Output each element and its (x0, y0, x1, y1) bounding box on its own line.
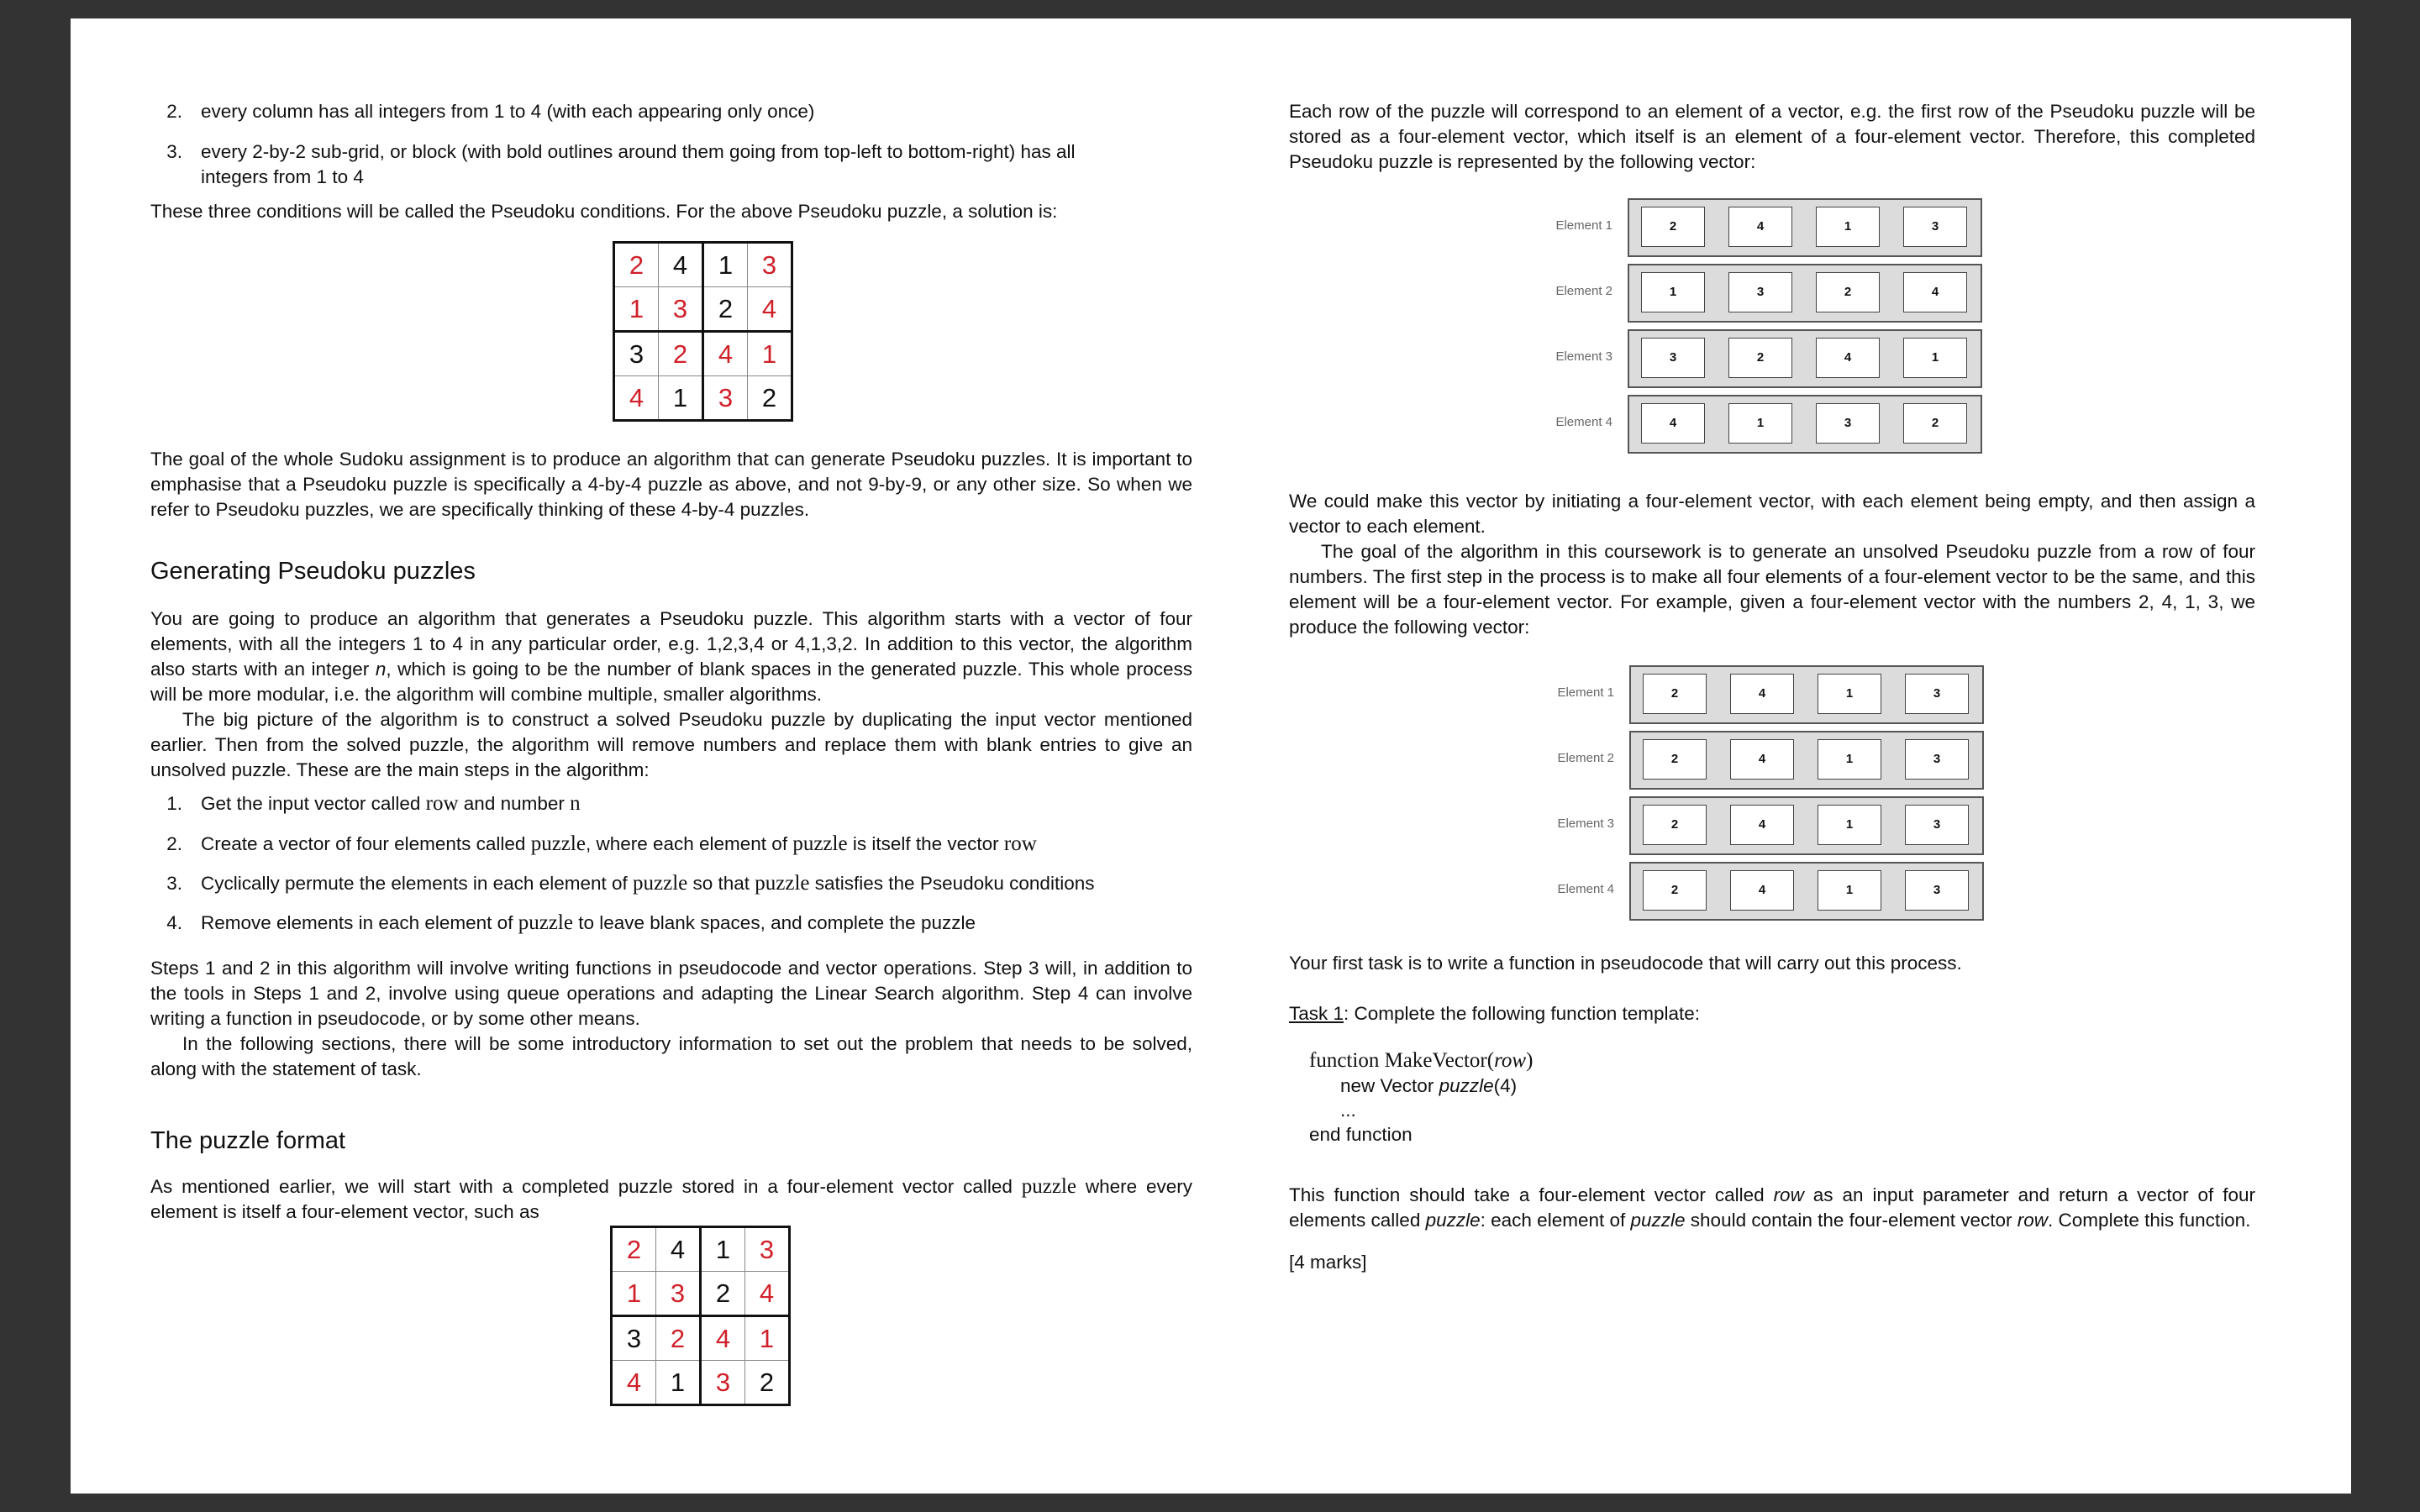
vector-element-label: Element 2 (1557, 751, 1614, 765)
italic-row: row (1773, 1184, 1804, 1205)
grid-cell: 2 (703, 287, 748, 332)
grid-row (612, 1316, 790, 1361)
vector-cell: 3 (1905, 805, 1969, 845)
code-line-4: end function (1309, 1124, 1413, 1145)
text-span: (4) (1493, 1075, 1518, 1096)
vector-element-label: Element 2 (1555, 284, 1612, 298)
grid-row (614, 376, 792, 421)
algorithm-step-3 (150, 871, 1192, 896)
section-heading-generating: Generating Pseudoku puzzles (150, 558, 476, 585)
grid-cell: 4 (614, 376, 659, 421)
italic-row: row (2017, 1210, 2049, 1231)
vector-cell: 1 (1728, 403, 1792, 444)
italic-puzzle: puzzle (1425, 1210, 1481, 1231)
text-span: and number (458, 793, 571, 814)
vector-element-box (1629, 665, 1984, 724)
vector-element-label: Element 4 (1555, 415, 1612, 429)
vector-cell: 2 (1816, 272, 1880, 312)
vector-cell: 3 (1905, 870, 1969, 911)
vector-element-box (1629, 796, 1984, 855)
vector-cell: 1 (1818, 870, 1881, 911)
grid-row (612, 1272, 790, 1316)
vector-element-label: Element 1 (1555, 218, 1612, 233)
grid-cell: 2 (656, 1316, 701, 1361)
list-number: 3. (166, 873, 182, 894)
grid-row (614, 243, 792, 287)
vector-cell: 3 (1905, 739, 1969, 780)
grid-cell: 1 (745, 1316, 790, 1361)
grid-cell: 4 (748, 287, 792, 332)
list-text (201, 911, 1125, 936)
vector-cell: 2 (1728, 338, 1792, 378)
list-number: 1. (166, 793, 182, 814)
task-1-heading (1289, 1001, 2255, 1026)
vector-element-label: Element 3 (1555, 349, 1612, 364)
list-number: 4. (166, 912, 182, 933)
conditions-paragraph: These three conditions will be called the Pseudoku conditions. For the above Pseudoku puzzle, a solution is: (150, 201, 1058, 222)
grid-cell: 4 (745, 1272, 790, 1316)
grid-cell: 4 (612, 1361, 656, 1405)
grid-cell: 3 (612, 1316, 656, 1361)
vector-element-row (1545, 395, 1982, 454)
sudoku-example-grid (610, 1226, 791, 1406)
text-span: Create a vector of four elements called (201, 833, 531, 854)
text-span: . Complete this function. (2048, 1210, 2251, 1231)
vector-cell: 2 (1903, 403, 1967, 444)
steps-paragraph-1: Steps 1 and 2 in this algorithm will involve writing functions in pseudocode and vector operations. Step 3 will, in addition to the tools in Steps 1 and 2, involve using queue operations and adapting the Linear Search algorithm. Step 4 can involve writing a function in pseudocode, or by some other means. (150, 958, 1192, 1029)
list-number: 3. (166, 141, 182, 162)
generating-paragraph-1 (150, 606, 1192, 707)
code-paren: ) (1526, 1049, 1534, 1072)
grid-cell: 1 (748, 332, 792, 376)
code-param: row (1494, 1049, 1527, 1072)
section-heading-format: The puzzle format (150, 1127, 346, 1154)
code-n: n (570, 792, 581, 815)
grid-cell: 2 (745, 1361, 790, 1405)
grid-cell: 1 (614, 287, 659, 332)
vector-cell: 4 (1730, 674, 1794, 714)
vector-cell: 2 (1641, 207, 1705, 247)
code-puzzle: puzzle (1021, 1175, 1076, 1198)
row-paragraph: Each row of the puzzle will correspond to an element of a vector, e.g. the first row of the Pseudoku puzzle will be stored as a four-element vector, which itself is an element of a four-element vector. Therefore, this completed Pseudoku puzzle is represented by the following vector: (1289, 101, 2255, 172)
vector-element-label: Element 4 (1557, 882, 1614, 896)
vector-cell: 4 (1903, 272, 1967, 312)
vector-cell: 1 (1818, 805, 1881, 845)
vector-cell: 1 (1641, 272, 1705, 312)
vector-cell: 2 (1643, 674, 1707, 714)
list-item (150, 139, 1192, 190)
grid-cell: 1 (612, 1272, 656, 1316)
vector-element-box (1628, 264, 1982, 323)
vector-element-row (1547, 862, 1984, 921)
vector-cell: 2 (1643, 739, 1707, 780)
vector-element-box (1629, 862, 1984, 921)
code-line-3: ... (1340, 1100, 1356, 1121)
text-span: should contain the four-element vector (1685, 1210, 2018, 1231)
italic-n: n (375, 659, 387, 680)
grid-cell: 4 (703, 332, 748, 376)
grid-cell: 3 (656, 1272, 701, 1316)
make-vector-paragraph: We could make this vector by initiating a four-element vector, with each element being empty, and then assign a vector to each element. (1289, 491, 2255, 537)
vector-cell: 1 (1816, 207, 1880, 247)
vector-element-box (1629, 731, 1984, 790)
vector-cell: 1 (1818, 739, 1881, 780)
grid-cell: 4 (659, 243, 703, 287)
vector-element-label: Element 1 (1557, 685, 1614, 700)
grid-cell: 3 (745, 1227, 790, 1272)
list-text: every column has all integers from 1 to 4 (with each appearing only once) (201, 101, 815, 122)
italic-puzzle: puzzle (1630, 1210, 1686, 1231)
task-label: Task 1 (1289, 1003, 1344, 1024)
vector-cell: 3 (1903, 207, 1967, 247)
code-puzzle: puzzle (633, 872, 688, 895)
vector-cell: 3 (1816, 403, 1880, 444)
grid-cell: 3 (748, 243, 792, 287)
text-span: : each element of (1480, 1210, 1631, 1231)
text-span: Get the input vector called (201, 793, 426, 814)
grid-row (612, 1227, 790, 1272)
list-number: 2. (166, 833, 182, 854)
algorithm-step-2 (150, 832, 1192, 857)
code-puzzle: puzzle (755, 872, 810, 895)
grid-cell: 1 (701, 1227, 745, 1272)
vector-cell: 4 (1730, 805, 1794, 845)
grid-row (612, 1361, 790, 1405)
text-span: This function should take a four-element vector called (1289, 1184, 1774, 1205)
list-item (150, 99, 1192, 124)
text-span: , where each element of (585, 833, 793, 854)
marks-label: [4 marks] (1289, 1252, 1367, 1273)
format-paragraph (150, 1174, 1192, 1225)
text-span: You are going to produce an algorithm that generates a Pseudoku puzzle. This algorithm starts with a vector of four elements, with all the integers 1 to 4 in any particular order, e.g. 1,2,3,4 or 4,1,3,2. In addition to this vector, the algorithm also starts with an integer (150, 608, 1192, 680)
text-span: In the following sections, there will be some introductory information to set out the problem that needs to be solved, along with the statement of task. (150, 1033, 1192, 1079)
list-text (201, 871, 1125, 896)
list-text (201, 139, 1125, 190)
document-page (71, 18, 2351, 1494)
vector-element-box (1628, 329, 1982, 388)
grid-row (614, 332, 792, 376)
vector-cell: 4 (1730, 870, 1794, 911)
vector-element-box (1628, 198, 1982, 257)
grid-cell: 1 (703, 243, 748, 287)
text-span: , which is going to be the number of blank spaces in the generated puzzle. This whole process will be more modular, i.e. the algorithm will combine multiple, smaller algorithms. (150, 659, 1192, 705)
code-fn-name: MakeVector( (1384, 1049, 1495, 1072)
code-row: row (1003, 832, 1037, 855)
vector-cell: 4 (1641, 403, 1705, 444)
text-span: As mentioned earlier, we will start with a completed puzzle stored in a four-element vector called (150, 1176, 1022, 1197)
text-span: satisfies the Pseudoku conditions (809, 873, 1095, 894)
list-text-line: integers from 1 to 4 (201, 166, 364, 187)
grid-cell: 2 (659, 332, 703, 376)
vector-element-box (1628, 395, 1982, 454)
vector-cell: 1 (1903, 338, 1967, 378)
vector-cell: 1 (1818, 674, 1881, 714)
grid-cell: 4 (656, 1227, 701, 1272)
text-span: Cyclically permute the elements in each element of (201, 873, 633, 894)
grid-cell: 2 (748, 376, 792, 421)
vector-cell: 3 (1641, 338, 1705, 378)
grid-cell: 1 (656, 1361, 701, 1405)
vector-cell: 2 (1643, 805, 1707, 845)
list-text (201, 791, 1125, 816)
vector-element-row (1547, 731, 1984, 790)
vector-cell: 3 (1728, 272, 1792, 312)
text-span: where every element is itself a four-element vector, such as (150, 1176, 1192, 1222)
first-task-paragraph: Your first task is to write a function in pseudocode that will carry out this process. (1289, 953, 1962, 974)
list-text-line: every 2-by-2 sub-grid, or block (with bold outlines around them going from top-left to bottom-right) has all (201, 141, 1076, 162)
vector-element-row (1545, 198, 1982, 257)
grid-cell: 3 (614, 332, 659, 376)
vector-diagram-completed (1545, 198, 1982, 459)
vector-cell: 4 (1730, 739, 1794, 780)
vector-diagram-duplicated (1547, 665, 1984, 926)
function-description (1289, 1183, 2255, 1233)
grid-cell: 1 (659, 376, 703, 421)
text-span: The big picture of the algorithm is to construct a solved Pseudoku puzzle by duplicating the input vector mentioned earlier. Then from the solved puzzle, the algorithm will remove numbers and replace them with blank entries to give an unsolved puzzle. These are the main steps in the algorithm: (150, 709, 1192, 780)
list-number: 2. (166, 101, 182, 122)
code-puzzle: puzzle (792, 832, 848, 855)
text-span: new Vector (1340, 1075, 1439, 1096)
algorithm-step-1 (150, 791, 1192, 816)
italic-puzzle: puzzle (1439, 1075, 1494, 1096)
algorithm-goal-paragraph (1289, 539, 2255, 640)
goal-paragraph: The goal of the whole Sudoku assignment is to produce an algorithm that can generate Pseudoku puzzles. It is important to emphasise that a Pseudoku puzzle is specifically a 4-by-4 puzzle as above, and not 9-by-9, or any other size. So when we refer to Pseudoku puzzles, we are specifically thinking of these 4-by-4 puzzles. (150, 449, 1192, 520)
grid-row (614, 287, 792, 332)
code-puzzle: puzzle (518, 911, 573, 934)
grid-cell: 4 (701, 1316, 745, 1361)
steps-paragraph-2 (150, 1032, 1192, 1082)
code-row: row (425, 792, 459, 815)
grid-cell: 3 (703, 376, 748, 421)
vector-cell: 2 (1643, 870, 1707, 911)
algorithm-step-4 (150, 911, 1192, 936)
grid-cell: 3 (701, 1361, 745, 1405)
text-span: to leave blank spaces, and complete the puzzle (572, 912, 976, 933)
code-line-2 (1309, 1074, 1813, 1099)
vector-element-row (1547, 796, 1984, 855)
grid-cell: 2 (614, 243, 659, 287)
vector-element-label: Element 3 (1557, 816, 1614, 831)
function-template (1309, 1048, 1813, 1147)
vector-cell: 4 (1816, 338, 1880, 378)
text-span: as an input parameter and return a vector of four elements called (1289, 1184, 2255, 1231)
vector-element-row (1545, 264, 1982, 323)
list-text (201, 832, 1125, 857)
grid-cell: 3 (659, 287, 703, 332)
text-span: is itself the vector (847, 833, 1004, 854)
code-puzzle: puzzle (530, 832, 586, 855)
vector-cell: 3 (1905, 674, 1969, 714)
vector-element-row (1547, 665, 1984, 724)
grid-cell: 2 (612, 1227, 656, 1272)
grid-cell: 2 (701, 1272, 745, 1316)
vector-element-row (1545, 329, 1982, 388)
text-span: : Complete the following function template: (1344, 1003, 1701, 1024)
text-span: so that (687, 873, 755, 894)
vector-cell: 4 (1728, 207, 1792, 247)
generating-paragraph-2 (150, 707, 1192, 783)
text-span: Remove elements in each element of (201, 912, 518, 933)
sudoku-solution-grid (613, 241, 793, 422)
code-keyword: function (1309, 1049, 1385, 1072)
code-line-1 (1309, 1048, 1813, 1074)
text-span: The goal of the algorithm in this coursework is to generate an unsolved Pseudoku puzzle from a row of four numbers. The first step in the process is to make all four elements of a four-element vector to be the same, and this element will be a four-element vector. For example, given a four-element vector with the numbers 2, 4, 1, 3, we produce the following vector: (1289, 541, 2255, 638)
